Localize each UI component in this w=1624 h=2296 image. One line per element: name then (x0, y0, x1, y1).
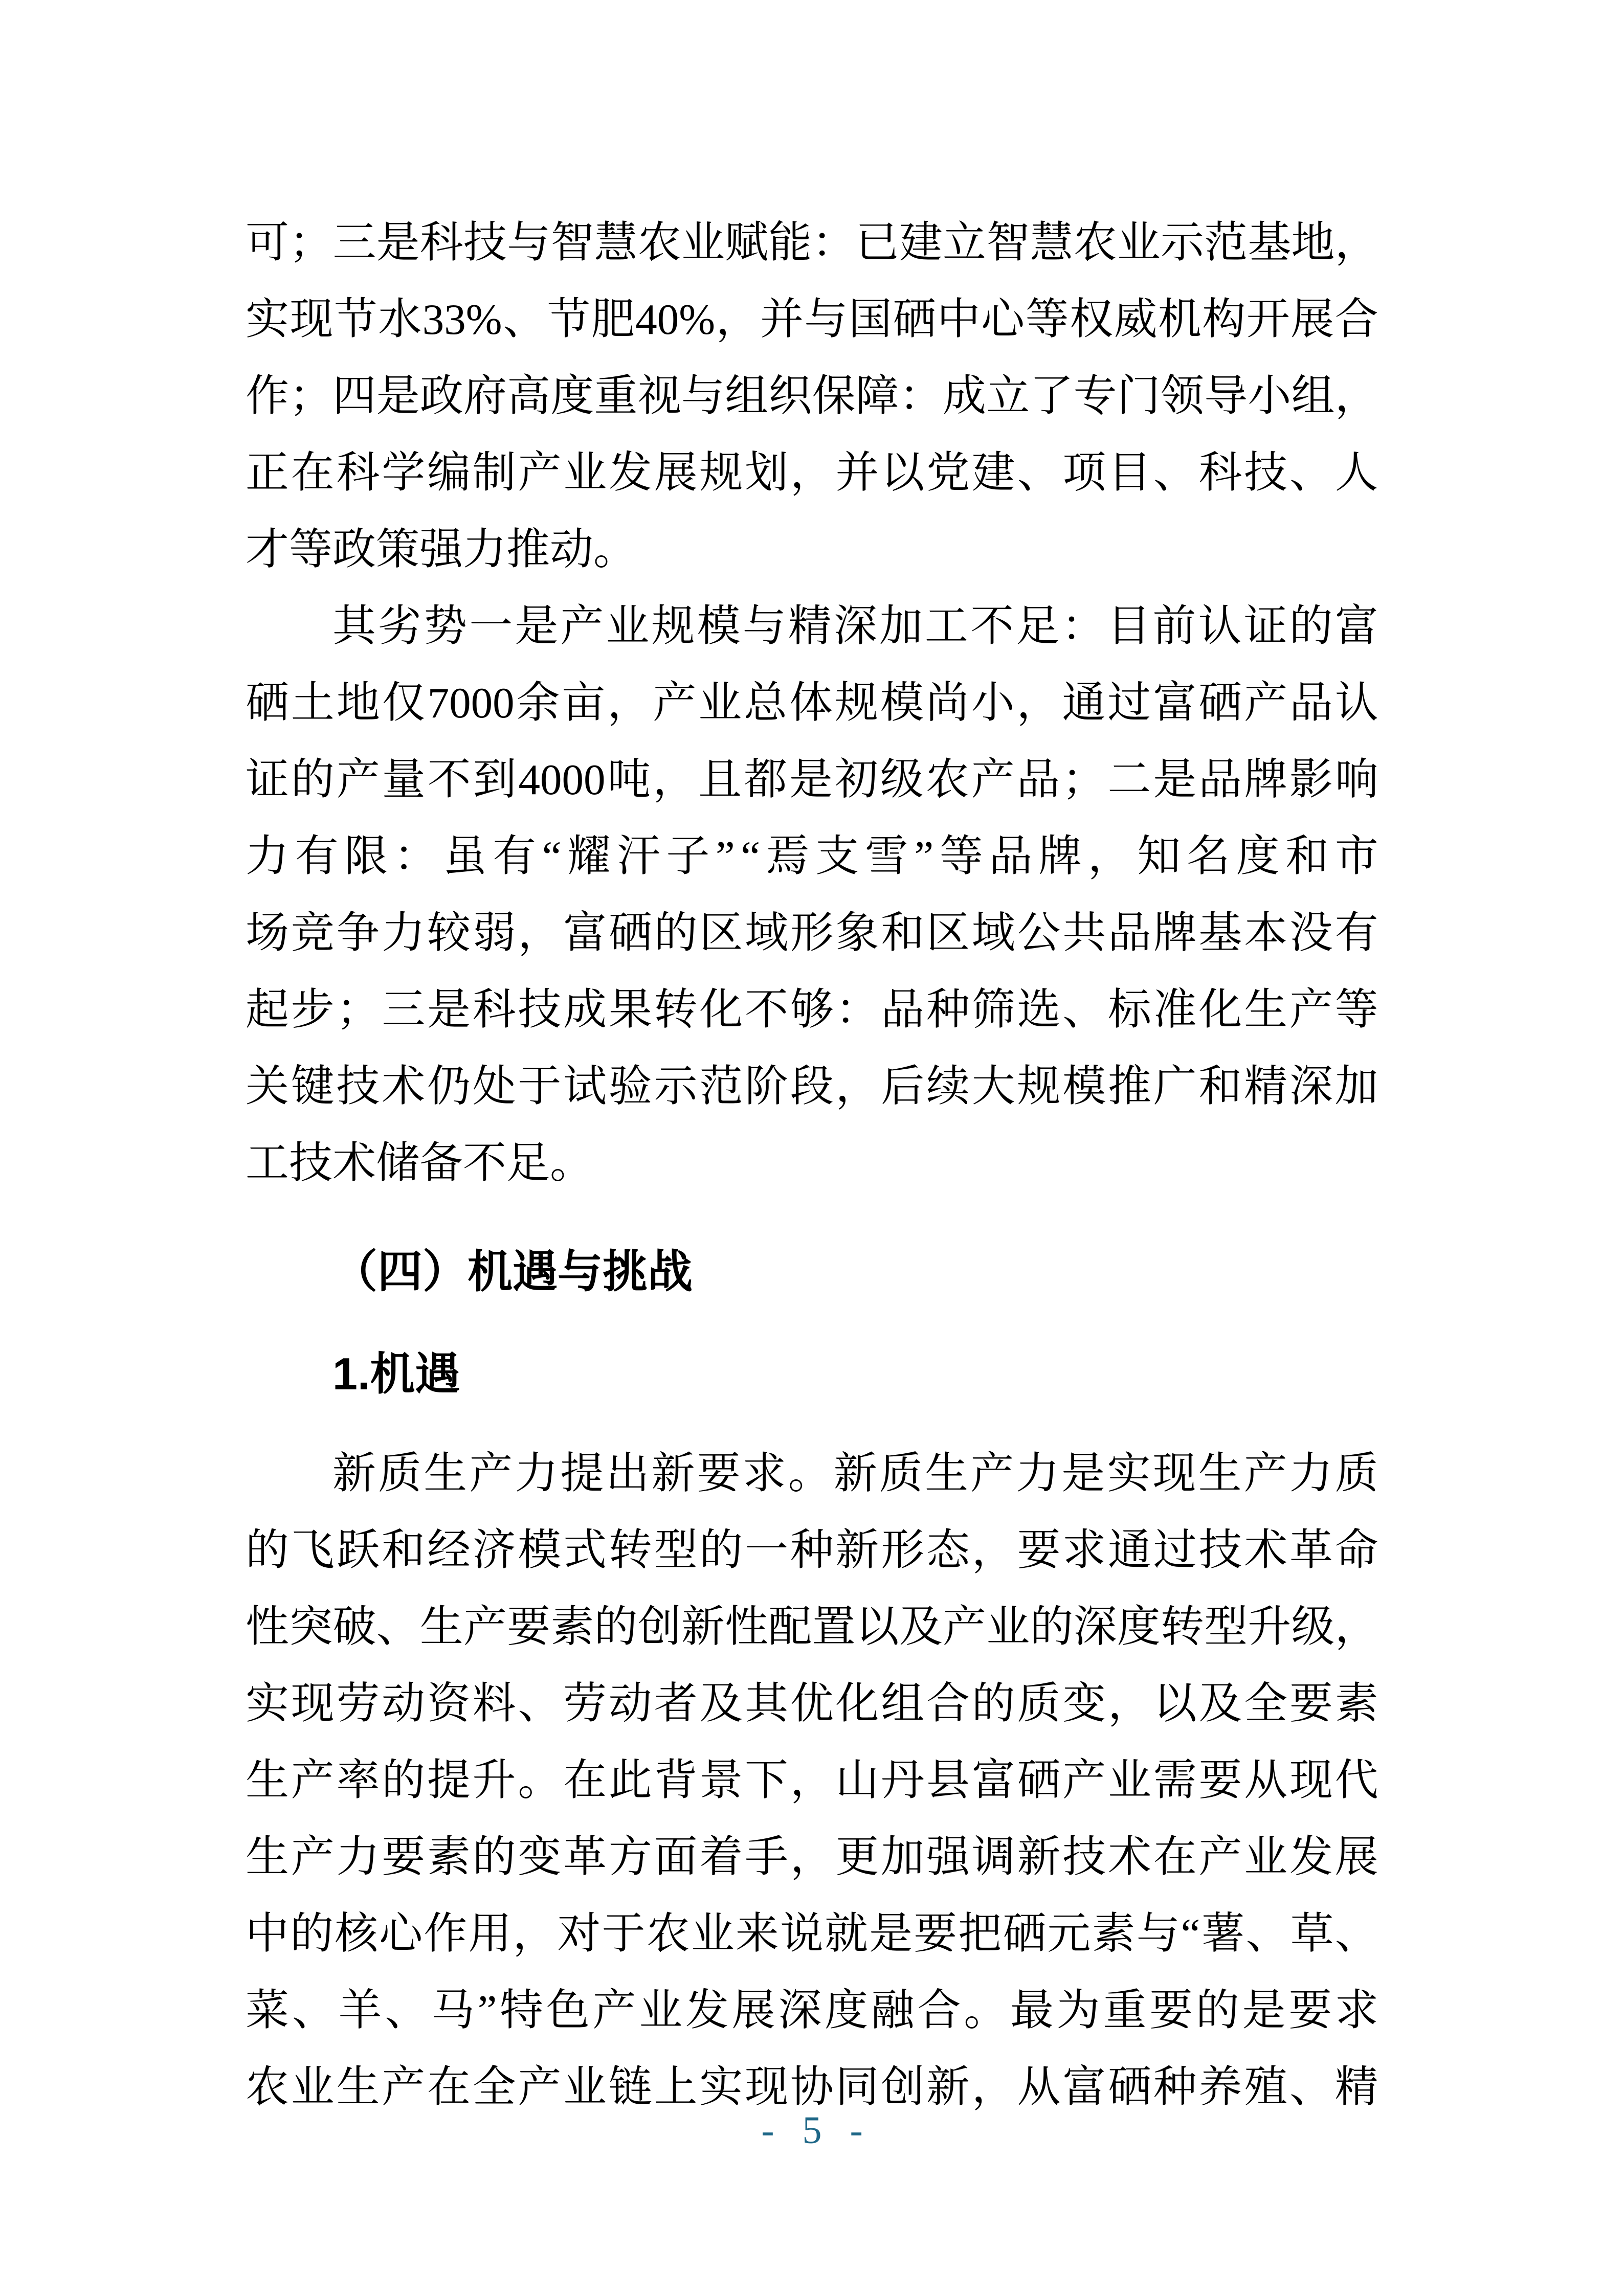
body-line: 菜 、 羊 、 马 ” 特 色 产 业 发 展 深 度 融 合 。 最 为 重 要 的 是 要 求 (246, 1987, 1378, 2035)
body-line: 实 现 节 水 33% 、 节 肥 40% ， 并 与 国 硒 中 心 等 权 威 机 构 开 展 合 (246, 296, 1378, 344)
body-line: 起 步 ； 三 是 科 技 成 果 转 化 不 够 ： 品 种 筛 选 、 标 准 化 生 产 等 (246, 986, 1378, 1034)
section-heading: （四）机遇与挑战 (332, 1246, 693, 1297)
body-line: 证 的 产 量 不 到 4000 吨 ， 且 都 是 初 级 农 产 品 ； 二 是 品 牌 影 响 (246, 756, 1378, 804)
body-line: 中 的 核 心 作 用 ， 对 于 农 业 来 说 就 是 要 把 硒 元 素 与 “ 薯 、 草 、 (246, 1910, 1378, 1958)
body-line: 性 突 破 、 生 产 要 素 的 创 新 性 配 置 以 及 产 业 的 深 度 转 型 升 级 ， (246, 1603, 1378, 1651)
body-line: 力 有 限 ： 虽 有 “ 耀 汗 子 ” “ 焉 支 雪 ” 等 品 牌 ， 知 名 度 和 市 (246, 832, 1378, 881)
body-line: 正 在 科 学 编 制 产 业 发 展 规 划 ， 并 以 党 建 、 项 目 、 科 技 、 人 (246, 449, 1378, 497)
body-line: 生 产 率 的 提 升 。 在 此 背 景 下 ， 山 丹 县 富 硒 产 业 需 要 从 现 代 (246, 1757, 1378, 1805)
body-line: 可 ； 三 是 科 技 与 智 慧 农 业 赋 能 ： 已 建 立 智 慧 农 业 示 范 基 地 ， (246, 219, 1378, 267)
body-line: 关 键 技 术 仍 处 于 试 验 示 范 阶 段 ， 后 续 大 规 模 推 广 和 精 深 加 (246, 1063, 1378, 1111)
body-line: 才等政策强力推动。 (246, 526, 637, 574)
body-line: 硒 土 地 仅 7000 余 亩 ， 产 业 总 体 规 模 尚 小 ， 通 过 富 硒 产 品 认 (246, 679, 1378, 727)
document-body (246, 205, 1378, 2126)
body-line: 其 劣 势 一 是 产 业 规 模 与 精 深 加 工 不 足 ： 目 前 认 证 的 富 (332, 602, 1378, 650)
body-line: 场 竞 争 力 较 弱 ， 富 硒 的 区 域 形 象 和 区 域 公 共 品 牌 基 本 没 有 (246, 909, 1378, 957)
body-line: 工技术储备不足。 (246, 1139, 594, 1187)
page-number: - 5 - (761, 2109, 863, 2152)
body-line: 作 ； 四 是 政 府 高 度 重 视 与 组 织 保 障 ： 成 立 了 专 门 领 导 小 组 ， (246, 372, 1378, 420)
body-line: 农 业 生 产 在 全 产 业 链 上 实 现 协 同 创 新 ， 从 富 硒 种 养 殖 、 精 (246, 2063, 1378, 2111)
body-line: 实 现 劳 动 资 料 、 劳 动 者 及 其 优 化 组 合 的 质 变 ， 以 及 全 要 素 (246, 1680, 1378, 1728)
body-line: 新 质 生 产 力 提 出 新 要 求 。 新 质 生 产 力 是 实 现 生 产 力 质 (332, 1450, 1378, 1498)
section-heading: 1.机遇 (332, 1348, 460, 1399)
body-line: 的 飞 跃 和 经 济 模 式 转 型 的 一 种 新 形 态 ， 要 求 通 过 技 术 革 命 (246, 1526, 1378, 1574)
body-line: 生 产 力 要 素 的 变 革 方 面 着 手 ， 更 加 强 调 新 技 术 在 产 业 发 展 (246, 1833, 1378, 1881)
